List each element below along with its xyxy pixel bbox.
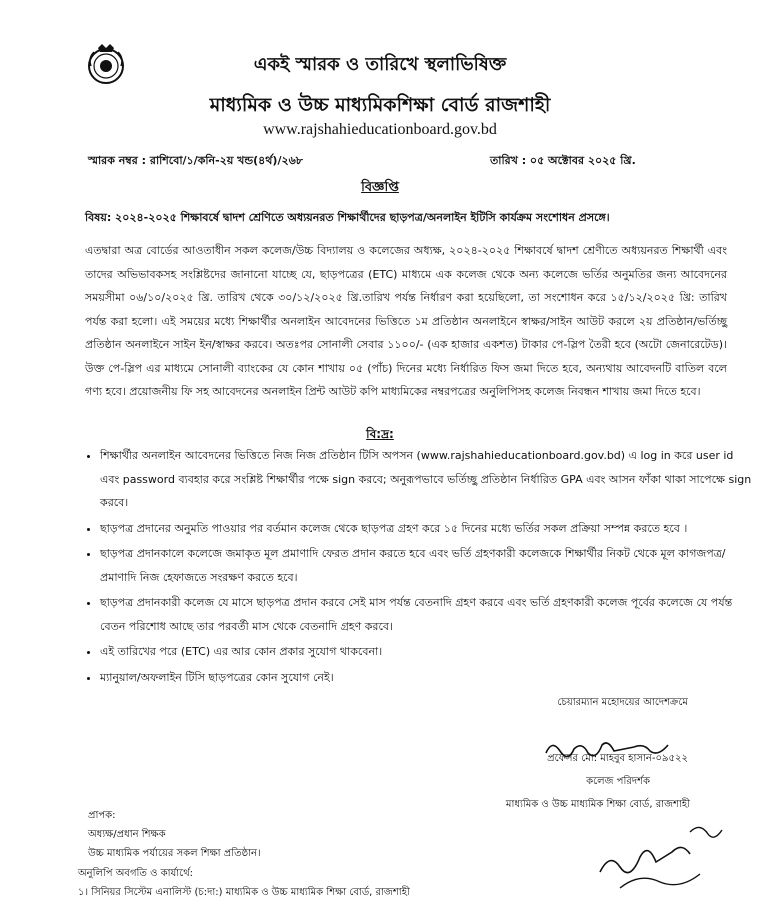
- copy-line: ১। সিনিয়র সিস্টেম এনালিস্ট (চ:দা:) মাধ্যমিক ও উচ্চ মাধ্যমিক শিক্ষা বোর্ড, রাজশাহী: [78, 887, 410, 898]
- notice-body: এতদ্বারা অত্র বোর্ডের আওতাধীন সকল কলেজ/উচ্চ বিদ্যালয় ও কলেজের অধ্যক্ষ, ২০২৪-২০২৫ শিক্ষাবর্ষে দ্বাদশ শ্রেণীতে অধ্যয়নরত শিক্ষার্থী এবং তাদের অভিভাবকসহ সংশ্লিষ্টদের জানানো যাচ্ছে যে, ছাড়পত্রের (ETC) মাধ্যমে এক কলেজ থেকে অন্য কলেজে ভর্তির অনুমতির জন্য আবেদনের সময়সীমা ০৬/১০/২০২৫ খ্রি. তারিখ থেকে ৩০/১২/২০২৫ খ্রি.তারিখ পর্যন্ত নির্ধারণ করা হয়েছিলো, তা সংশোধন করে ১৫/১২/২০২৫ খ্রি: তারিখ পর্যন্ত করা হলো। এই সময়ের মধ্যে শিক্ষার্থীর অনলাইন আবেদনের ভিত্তিতে ১ম প্রতিষ্ঠান অনলাইনে স্বাক্ষর/সাইন আউট করলে ২য় প্রতিষ্ঠান/ভর্তিচ্ছু প্রতিষ্ঠান অনলাইনে সাইন ইন/স্বাক্ষর করবে। অতঃপর সোনালী সেবার ১১০০/- (এক হাজার একশত) টাকার পে-স্লিপ তৈরী হবে (অটো জেনারেটেড)। উক্ত পে-স্লিপ এর মাধ্যমে সোনালী ব্যাংকের যে কোন শাখায় ০৫ (পাঁচ) দিনের মধ্যে নির্ধারিত ফিস জমা দিতে হবে, অন্যথায় আবেদনটি বাতিল বলে গণ্য হবে। প্রয়োজনীয় ফি সহ আবেদনের অনলাইন প্রিন্ট আউট কপি মাধ্যমিকের নম্বরপত্রের অনুলিপিসহ কলেজ নিবন্ধন শাখায় জমা দিতে হবে।: [85, 244, 727, 398]
- note-item: • ছাড়পত্র প্রদানকারী কলেজ যে মাসে ছাড়পত্র প্রদান করবে সেই মাস পর্যন্ত বেতনাদি গ্রহণ করবে এবং ভর্তি গ্রহণকারী কলেজ পূর্বের কলেজে যে পর্যন্ত বেতন পরিশোধ আছে তার পরবর্তী মাস থেকে বেতনাদি গ্রহণ করবে।: [100, 591, 752, 638]
- recipient-line: উচ্চ মাধ্যমিক পর্যায়ের সকল শিক্ষা প্রতিষ্ঠান।: [88, 848, 261, 859]
- notice-subject: বিষয়: ২০২৪-২০২৫ শিক্ষাবর্ষে দ্বাদশ শ্রেণিতে অধ্যয়নরত শিক্ষার্থীদের ছাড়পত্র/অনলাইন ইটিসি কার্যক্রম সংশোধন প্রসঙ্গে।: [85, 211, 610, 224]
- note-list: [78, 444, 752, 691]
- order-line: চেয়ারম্যান মহোদয়ের আদেশক্রমে: [557, 697, 688, 708]
- note-title: বি:দ্র:: [366, 427, 394, 441]
- signatory-post: কলেজ পরিদর্শক: [586, 776, 650, 787]
- board-website: www.rajshahieducationboard.gov.bd: [263, 121, 497, 138]
- copy-label: অনুলিপি অবগতি ও কার্যার্থে:: [78, 868, 194, 879]
- recipient-label: প্রাপক:: [88, 810, 116, 821]
- signatory-board: মাধ্যমিক ও উচ্চ মাধ্যমিক শিক্ষা বোর্ড, রাজশাহী: [505, 799, 690, 810]
- memo-date: তারিখ : ০৫ অক্টোবর ২০২৫ খ্রি.: [490, 154, 636, 167]
- signatory-name: প্রফেসর মো: মাহবুব হাসান-০৯৫২২: [547, 753, 688, 764]
- memo-number: স্মারক নম্বর : রাশিবো/১/কনি-২য় খন্ড(৪র্থ)/২৬৮: [88, 154, 303, 167]
- handwritten-initial: [590, 812, 730, 892]
- notice-title: বিজ্ঞপ্তি: [361, 180, 399, 195]
- note-item: • ছাড়পত্র প্রদানকালে কলেজে জমাকৃত মূল প্রমাণাদি ফেরত প্রদান করতে হবে এবং ভর্তি গ্রহণকারী কলেজকে শিক্ষার্থীর নিকট থেকে মূল কাগজপত্র/প্রমাণাদি নিজ হেফাজতে সংরক্ষণ করতে হবে।: [100, 542, 752, 589]
- note-item: • শিক্ষার্থীর অনলাইন আবেদনের ভিত্তিতে নিজ নিজ প্রতিষ্ঠান টিসি অপসন (www.rajshahieducationboard.gov.bd) এ log in করে user id এবং password ব্যবহার করে সংশ্লিষ্ট শিক্ষার্থীর পক্ষে sign করবে; অনুরূপভাবে ভর্তিচ্ছু প্রতিষ্ঠান নির্ধারিত GPA এবং আসন ফাঁকা থাকা সাপেক্ষে sign করবে।: [100, 444, 752, 515]
- header-line-1: একই স্মারক ও তারিখে স্থলাভিষিক্ত: [253, 54, 507, 75]
- board-name: মাধ্যমিক ও উচ্চ মাধ্যমিকশিক্ষা বোর্ড রাজশাহী: [209, 94, 551, 116]
- note-item: • এই তারিখের পরে (ETC) এর আর কোন প্রকার সুযোগ থাকবেনা।: [100, 640, 752, 664]
- note-item: • ম্যানুয়াল/অফলাইন টিসি ছাড়পত্রের কোন সুযোগ নেই।: [100, 666, 752, 690]
- recipient-line: অধ্যক্ষ/প্রধান শিক্ষক: [88, 829, 166, 840]
- note-item: • ছাড়পত্র প্রদানের অনুমতি পাওয়ার পর বর্তমান কলেজ থেকে ছাড়পত্র গ্রহণ করে ১৫ দিনের মধ্যে ভর্তির সকল প্রক্রিয়া সম্পন্ন করতে হবে ।: [100, 517, 752, 541]
